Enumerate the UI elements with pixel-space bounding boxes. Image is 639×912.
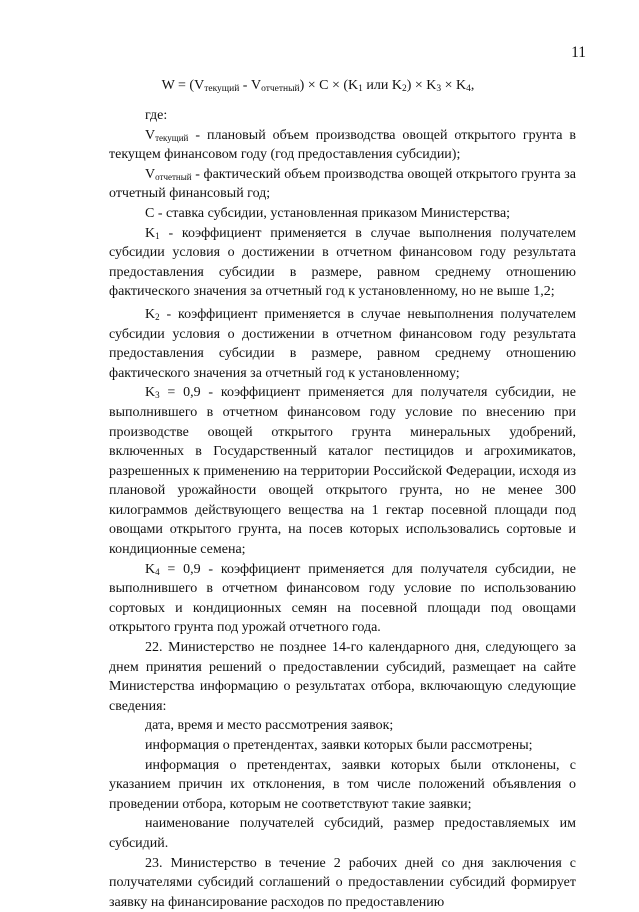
where-label [109, 106, 576, 126]
formula-part: или K [362, 78, 402, 93]
definition-text: - коэффициент применяется в случае выполнения получателем субсидии условия о достижении в отчетном финансовом году результата предоставления субсидии в размере, равном среднему отношению фактического значения за отчетный год к установленному, но не выше 1,2; [109, 225, 576, 300]
symbol: K [145, 561, 156, 577]
symbol: K [145, 225, 156, 241]
section-23 [109, 854, 576, 912]
definition-v-current [109, 126, 576, 165]
symbol-subscript: 2 [155, 311, 160, 322]
page-number: 11 [571, 44, 586, 61]
symbol: V [145, 127, 156, 143]
paragraph-text: 22. Министерство не позднее 14-го календарного дня, следующего за днем принятия решений о предоставлении субсидий, размещает на сайте Министерства информацию о результатах отбора, включающую следующие сведения: [109, 640, 576, 714]
definition-k2 [109, 305, 576, 383]
section-22-item [109, 756, 576, 815]
subsidy-formula [108, 78, 528, 94]
list-item-text: наименование получателей субсидий, размер предоставляемых им субсидий. [109, 816, 576, 851]
definition-k3 [109, 383, 576, 559]
definition-k1 [109, 224, 576, 302]
where-text: где: [145, 108, 168, 123]
definition-text: - плановый объем производства овощей открытого грунта в текущем финансовом году (год предоставления субсидии); [109, 127, 576, 163]
formula-subscript: 2 [401, 84, 407, 94]
formula-part: ) × K [406, 78, 437, 93]
section-22-item [109, 736, 576, 756]
formula-part: - V [239, 78, 262, 93]
formula-subscript: 1 [358, 84, 363, 94]
symbol-subscript: 4 [155, 566, 160, 577]
section-22-item [109, 716, 576, 736]
symbol-subscript: текущий [155, 132, 189, 143]
document-body [109, 106, 576, 912]
symbol: K [145, 385, 156, 401]
symbol: V [145, 166, 156, 182]
definition-text: C - ставка субсидии, установленная приказом Министерства; [145, 205, 511, 221]
formula-subscript: отчетный [261, 84, 300, 94]
definition-text: - фактический объем производства овощей открытого грунта за отчетный финансовый год; [109, 166, 576, 202]
definition-text: - коэффициент применяется в случае невыполнения получателем субсидии условия о достижении в отчетном финансовом году результата предоставления субсидии в размере, равном среднему отношению фактического значения за отчетный год к установленному; [109, 306, 576, 381]
symbol-subscript: отчетный [155, 171, 192, 182]
paragraph-text: 23. Министерство в течение 2 рабочих дней со дня заключения с получателями субсидий соглашений о предоставлении субсидий формирует заявку на финансирование расходов по предоставлению [109, 855, 576, 910]
symbol-subscript: 3 [155, 390, 160, 401]
list-item-text: дата, время и место рассмотрения заявок; [145, 718, 394, 734]
formula-part: ) × C × (K [299, 78, 359, 93]
formula-part: W = (V [161, 78, 205, 93]
definition-text: = 0,9 - коэффициент применяется для получателя субсидии, не выполнившего в отчетном финансовом году условие по внесению при производстве овощей открытого грунта минеральных удобрений, включенных в Государственный каталог пестицидов и агрохимикатов, разрешенных к применению на территории Российской Федерации, исходя из плановой урожайности овощей открытого грунта, но не менее 300 килограммов действующего вещества на 1 гектар посевной площади под овощами открытого грунта, на посев которых использовались сортовые и кондиционные семена; [109, 385, 576, 558]
list-item-text: информация о претендентах, заявки которых были отклонены, с указанием причин их отклонения, в том числе положений объявления о проведении отбора, которым не соответствуют такие заявки; [109, 757, 576, 812]
formula-subscript: 3 [436, 84, 442, 94]
section-22-item [109, 814, 576, 853]
formula-part: × K [441, 78, 467, 93]
formula-part: , [470, 78, 475, 93]
formula-subscript: 4 [466, 84, 471, 94]
formula-subscript: текущий [204, 84, 240, 94]
definition-text: = 0,9 - коэффициент применяется для получателя субсидии, не выполнившего в отчетном финансовом году условие по использованию сортовых и кондиционных семян на посевной площади под овощами открытого грунта под урожай отчетного года. [109, 561, 576, 636]
definition-c [109, 204, 576, 224]
section-22-intro [109, 638, 576, 716]
definition-v-reporting [109, 165, 576, 204]
symbol-subscript: 1 [155, 230, 160, 241]
symbol: K [145, 306, 156, 322]
definition-k4 [109, 560, 576, 638]
list-item-text: информация о претендентах, заявки которых были рассмотрены; [145, 738, 533, 753]
